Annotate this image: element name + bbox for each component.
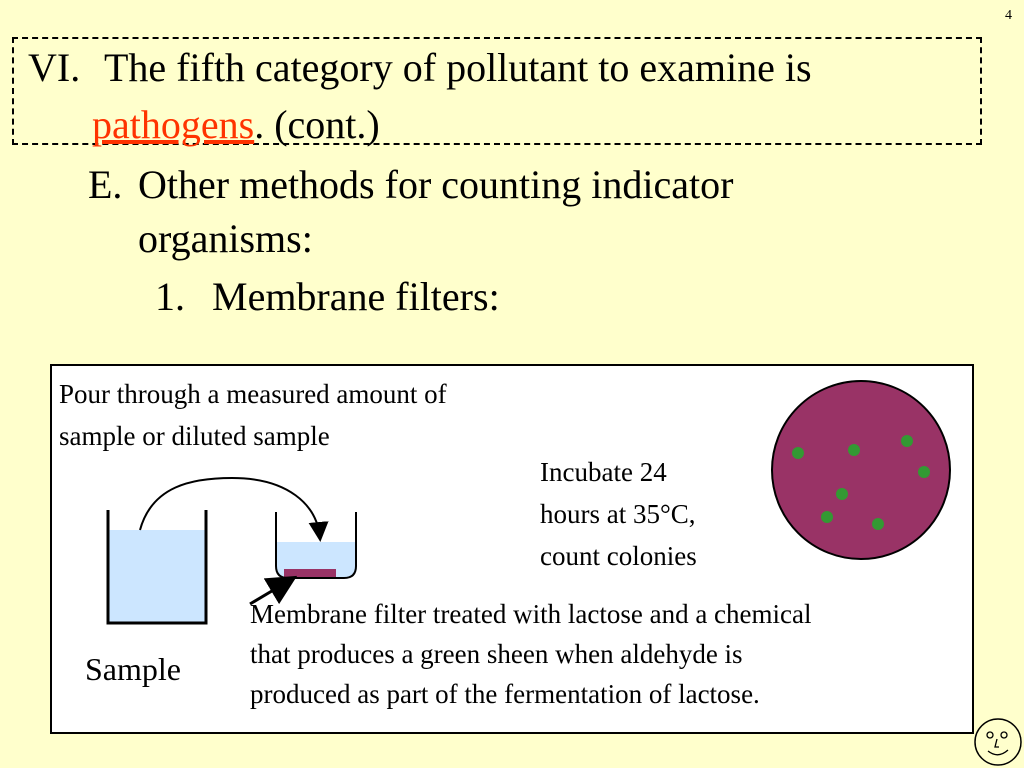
colony (821, 511, 833, 523)
colony (836, 488, 848, 500)
subheading-line-2: organisms: (138, 216, 313, 261)
sample-label: Sample (85, 651, 181, 687)
pour-text-line-2: sample or diluted sample (59, 421, 330, 451)
heading-line-2 (92, 102, 380, 148)
membrane-filter-diagram (50, 364, 974, 734)
filter-text-line-3: produced as part of the fermentation of lactose. (250, 679, 760, 709)
heading-line-1: The fifth category of pollutant to examine is (104, 45, 812, 90)
colony (792, 447, 804, 459)
filter-text-line-1: Membrane filter treated with lactose and a chemical (250, 599, 812, 629)
item-marker: 1. (155, 274, 185, 319)
pathogens-link[interactable]: pathogens (92, 102, 255, 147)
slide-number: 4 (1005, 8, 1012, 23)
subheading-line-1: Other methods for counting indicator (138, 162, 734, 207)
incubate-text-line-2: hours at 35°C, (540, 499, 696, 529)
item-text: Membrane filters: (212, 274, 500, 319)
incubate-text-line-3: count colonies (540, 541, 697, 571)
colony (872, 518, 884, 530)
smiley-face-icon (973, 717, 1023, 767)
heading-line-2-rest: . (cont.) (254, 102, 380, 147)
subheading-marker: E. (88, 162, 123, 207)
colony (901, 435, 913, 447)
sample-water (108, 530, 206, 623)
petri-dish (772, 381, 950, 559)
colony (918, 466, 930, 478)
pour-text-line-1: Pour through a measured amount of (59, 379, 447, 409)
sample-beaker (108, 510, 206, 623)
pour-arrow (140, 478, 320, 538)
diagram-graphics (52, 366, 972, 732)
heading-numeral: VI. (28, 45, 81, 90)
filter-text-line-2: that produces a green sheen when aldehyde is (250, 639, 743, 669)
filter-pointer-arrow (250, 579, 292, 604)
incubate-text-line-1: Incubate 24 (540, 457, 667, 487)
colony (848, 444, 860, 456)
